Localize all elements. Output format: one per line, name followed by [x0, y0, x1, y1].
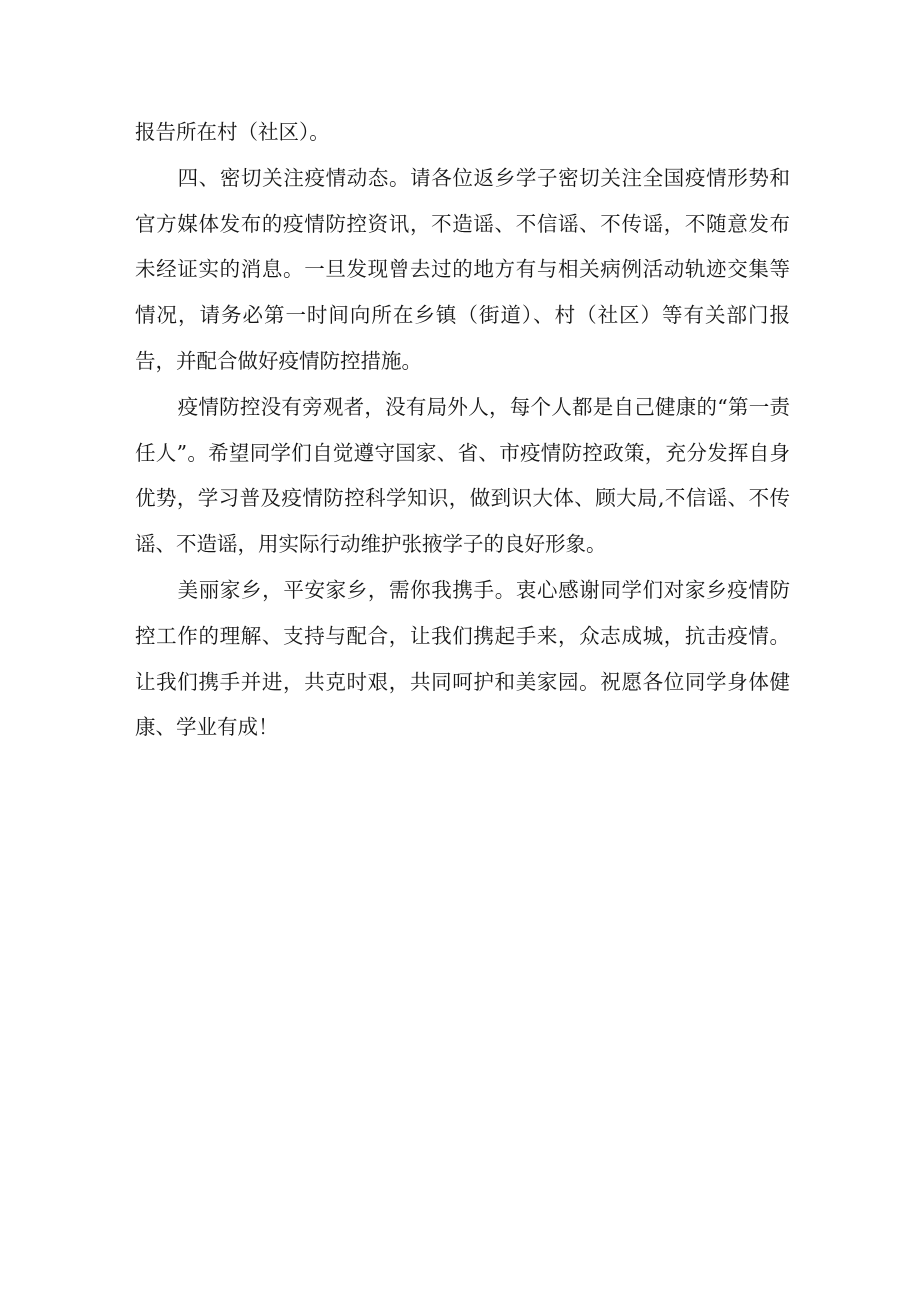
document-body	[135, 110, 790, 751]
paragraph-responsibility: 疫情防控没有旁观者，没有局外人，每个人都是自己健康的“第一责任人”。希望同学们自觉遵守国家、省、市疫情防控政策，充分发挥自身优势，学习普及疫情防控科学知识，做到识大体、顾大局,不信谣、不传谣、不造谣，用实际行动维护张掖学子的良好形象。	[135, 394, 790, 557]
paragraph-closing: 美丽家乡，平安家乡，需你我携手。衷心感谢同学们对家乡疫情防控工作的理解、支持与配合，让我们携起手来，众志成城，抗击疫情。让我们携手并进，共克时艰，共同呵护和美家园。祝愿各位同学身体健康、学业有成！	[135, 577, 790, 740]
paragraph-continuation: 报告所在村（社区）。	[135, 120, 330, 144]
paragraph-section-four: 四、密切关注疫情动态。请各位返乡学子密切关注全国疫情形势和官方媒体发布的疫情防控资讯，不造谣、不信谣、不传谣，不随意发布未经证实的消息。一旦发现曾去过的地方有与相关病例活动轨迹交集等情况，请务必第一时间向所在乡镇（街道）、村（社区）等有关部门报告，并配合做好疫情防控措施。	[135, 165, 790, 373]
